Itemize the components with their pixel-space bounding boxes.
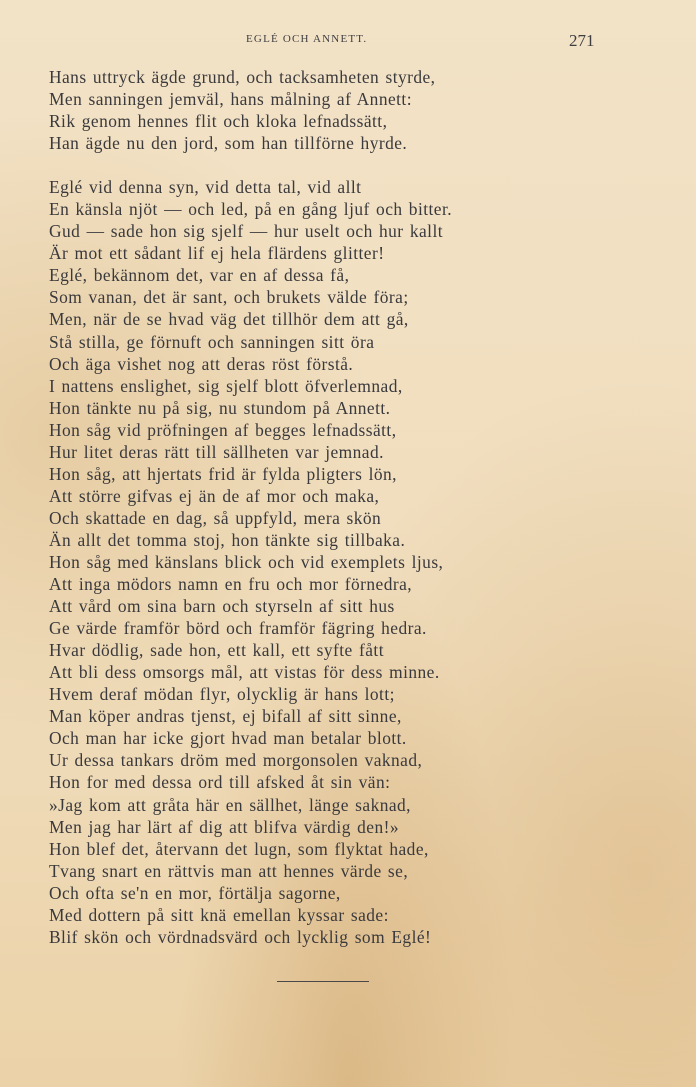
verse-line: Han ägde nu den jord, som han tillförne hyrde. — [49, 133, 408, 154]
running-title: EGLÉ OCH ANNETT. — [246, 33, 368, 45]
verse-line: Att inga mödors namn en fru och mor förnedra, — [49, 574, 413, 595]
verse-line: Men sanningen jemväl, hans målning af Annett: — [49, 89, 412, 110]
verse-line: Än allt det tomma stoj, hon tänkte sig tillbaka. — [49, 529, 406, 550]
verse-line: Ur dessa tankars dröm med morgonsolen vaknad, — [49, 750, 423, 771]
verse-line: Att vård om sina barn och styrseln af sitt hus — [49, 596, 395, 617]
stanza-1 — [49, 66, 609, 154]
verse-line: Men, när de se hvad väg det tillhör dem att gå, — [49, 309, 409, 330]
verse-line: Eglé, bekännom det, var en af dessa få, — [49, 265, 350, 286]
verse-line: Med dottern på sitt knä emellan kyssar sade: — [49, 904, 389, 925]
poem-body — [49, 66, 609, 948]
verse-line: I nattens enslighet, sig sjelf blott öfverlemnad, — [49, 375, 403, 396]
end-rule — [277, 981, 369, 982]
verse-line: Och äga vishet nog att deras röst förstå. — [49, 353, 354, 374]
verse-line: Rik genom hennes flit och kloka lefnadssätt, — [49, 111, 388, 132]
verse-line: Blif skön och vördnadsvärd och lycklig som Eglé! — [49, 926, 432, 947]
verse-line: Är mot ett sådant lif ej hela flärdens glitter! — [49, 243, 385, 264]
verse-line: Och skattade en dag, så uppfyld, mera skön — [49, 507, 382, 528]
verse-line: Stå stilla, ge förnuft och sanningen sitt öra — [49, 331, 375, 352]
verse-line: Hans uttryck ägde grund, och tacksamheten styrde, — [49, 67, 436, 87]
running-head — [0, 31, 696, 51]
verse-line: Hon blef det, återvann det lugn, som flyktat hade, — [49, 838, 429, 859]
verse-line: Hon for med dessa ord till afsked åt sin vän: — [49, 772, 391, 793]
verse-line: Tvang snart en rättvis man att hennes värde se, — [49, 860, 409, 881]
verse-line: Och man har icke gjort hvad man betalar blott. — [49, 728, 407, 749]
verse-line: Hon såg, att hjertats frid är fylda pligters lön, — [49, 463, 397, 484]
verse-line: Hvem deraf mödan flyr, olycklig är hans lott; — [49, 684, 395, 705]
verse-line: Gud — sade hon sig sjelf — hur uselt och hur kallt — [49, 221, 444, 242]
verse-line: Ge värde framför börd och framför fägring hedra. — [49, 618, 427, 639]
verse-line: Eglé vid denna syn, vid detta tal, vid allt — [49, 177, 362, 198]
verse-line: Hon såg med känslans blick och vid exemplets ljus, — [49, 551, 444, 572]
verse-line: Hon såg vid pröfningen af begges lefnadssätt, — [49, 419, 397, 440]
verse-line: Men jag har lärt af dig att blifva värdig den!» — [49, 816, 399, 837]
page-number: 271 — [569, 31, 595, 50]
verse-line: Hon tänkte nu på sig, nu stundom på Annett. — [49, 397, 391, 418]
verse-line: En känsla njöt — och led, på en gång ljuf och bitter. — [49, 199, 453, 220]
verse-line: Man köper andras tjenst, ej bifall af sitt sinne, — [49, 706, 402, 727]
verse-line: Att bli dess omsorgs mål, att vistas för dess minne. — [49, 662, 440, 683]
verse-line: Som vanan, det är sant, och brukets välde föra; — [49, 287, 409, 308]
verse-line: »Jag kom att gråta här en sällhet, länge saknad, — [49, 794, 411, 815]
stanza-2 — [49, 176, 609, 948]
verse-line: Hur litet deras rätt till sällheten var jemnad. — [49, 441, 384, 462]
verse-line: Hvar dödlig, sade hon, ett kall, ett syfte fått — [49, 640, 384, 661]
verse-line: Och ofta se'n en mor, förtälja sagorne, — [49, 882, 341, 903]
verse-line: Att större gifvas ej än de af mor och maka, — [49, 485, 380, 506]
